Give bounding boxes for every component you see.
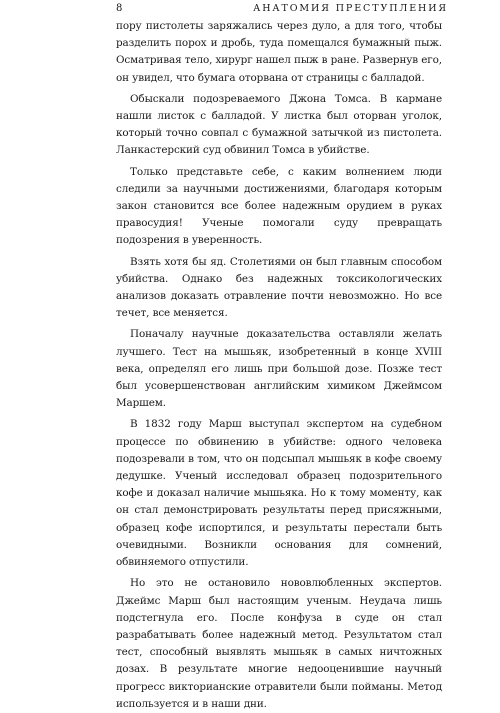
body-text (116, 18, 442, 713)
page-number: 8 (116, 3, 123, 14)
page-header (116, 3, 448, 19)
paragraph: В 1832 году Марш выступал экспертом на судебном процессе по обвинению в убийстве: одного человека подозревали в том, что он подсыпал мышьяк в кофе своему дедушке. Ученый исследовал образец подозрительного кофе и доказал наличие мышьяка. Но к тому моменту, как он стал демонстрировать результаты перед присяжными, образец кофе испортился, и результаты перестали быть очевидными. Возникли основания для сомнений, обвиняемого отпустили. (116, 418, 442, 569)
paragraph: Взять хотя бы яд. Столетиями он был главным способом убийства. Однако без надежных токсикологических анализов доказать отравление почти невозможно. Но все течет, все меняется. (116, 255, 442, 320)
paragraph: Только представьте себе, с каким волнением люди следили за научными достижениями, благодаря которым закон становится все более надежным орудием в руках правосудия! Ученые помогали суду превращать подозрения в уверенность. (116, 165, 442, 247)
paragraph: Обыскали подозреваемого Джона Томса. В кармане нашли листок с балладой. У листка был оторван уголок, который точно совпал с бумажной затычкой из пистолета. Ланкастерский суд обвинил Томса в убийстве. (116, 92, 442, 157)
running-head: АНАТОМИЯ ПРЕСТУПЛЕНИЯ (253, 3, 448, 14)
paragraph: Но это не остановило нововлюбленных экспертов. Джеймс Марш был настоящим ученым. Неудача лишь подстегнула его. После конфуза в суде он стал разрабатывать более надежный метод. Результатом стал тест, способный выявлять мышьяк в самых ничтожных дозах. В результате многие недооценившие научный прогресс викторианские отравители были пойманы. Метод используется и в наши дни. (116, 577, 442, 710)
paragraph: Поначалу научные доказательства оставляли желать лучшего. Тест на мышьяк, изобретенный в конце XVIII века, определял его лишь при большой дозе. Позже тест был усовершенствован английским химиком Джеймсом Маршем. (116, 328, 442, 410)
paragraph-continued: пору пистолеты заряжались через дуло, а для того, чтобы разделить порох и дробь, туда помещался бумажный пыж. Осматривая тело, хирург нашел пыж в ране. Развернув его, он увидел, что бумага оторвана от страницы с балладой. (116, 20, 442, 84)
